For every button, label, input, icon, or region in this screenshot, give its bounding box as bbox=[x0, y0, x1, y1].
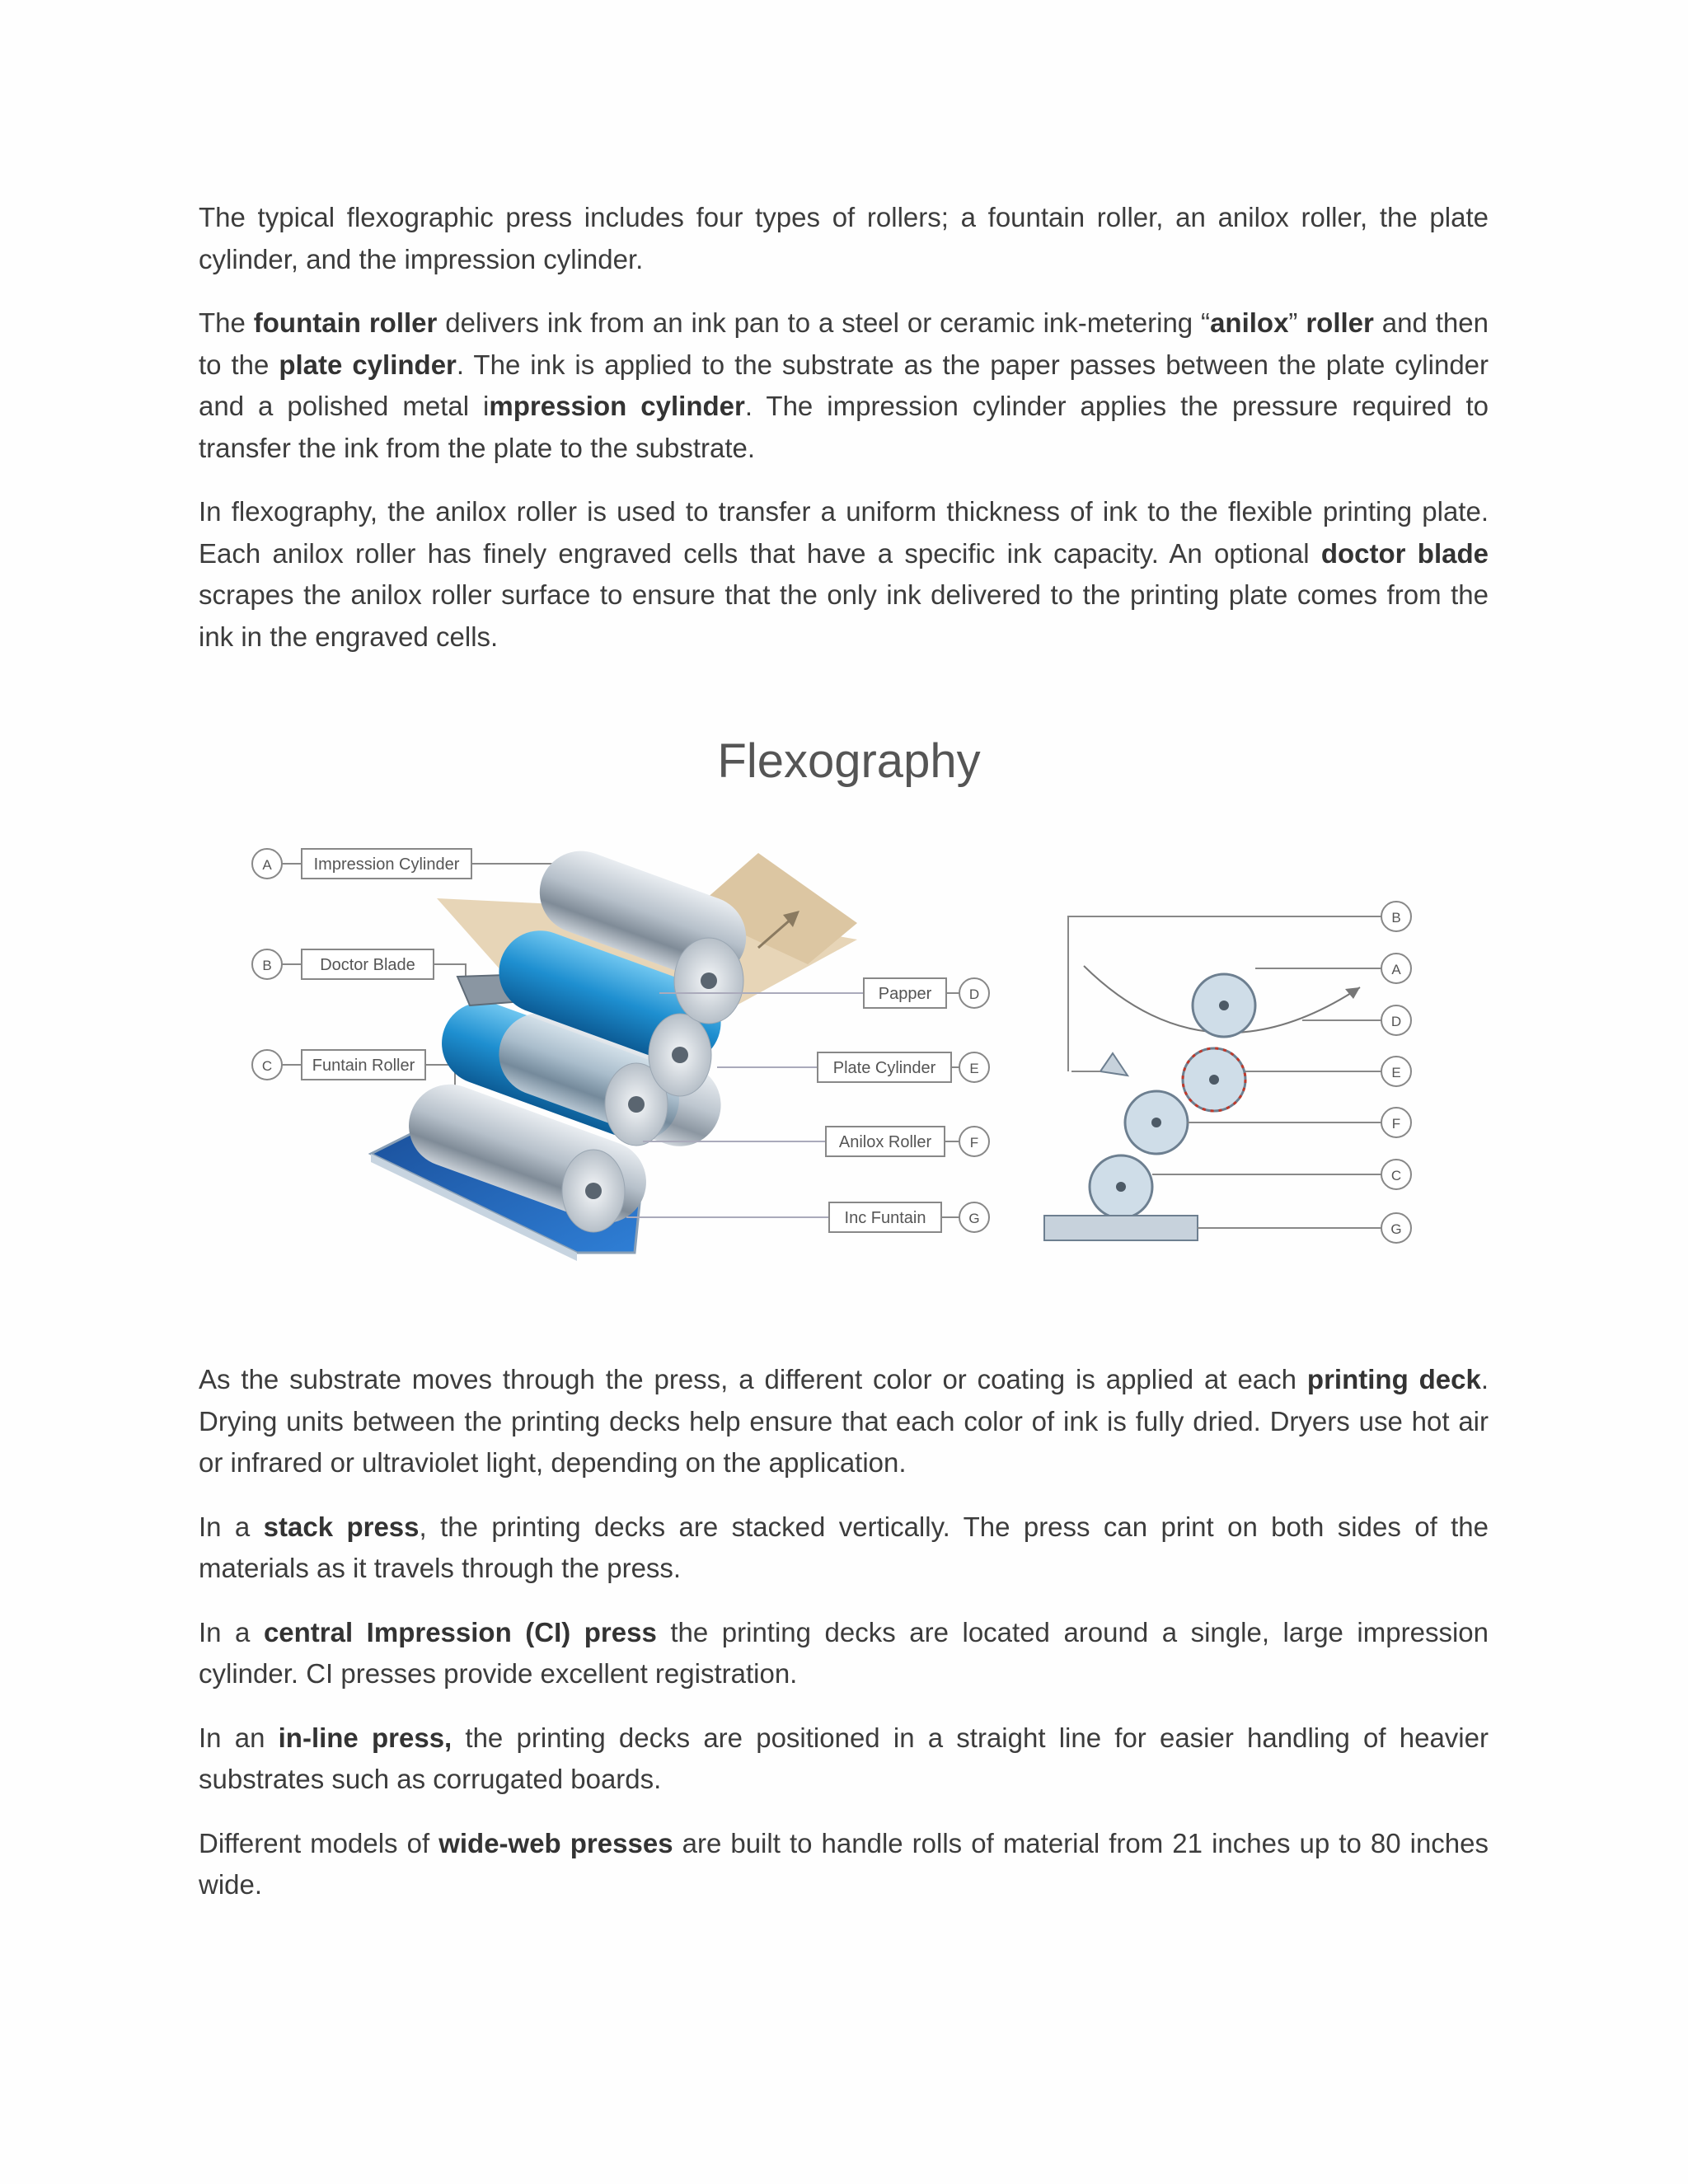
svg-text:Plate Cylinder: Plate Cylinder bbox=[832, 1059, 936, 1077]
svg-text:B: B bbox=[1391, 910, 1401, 926]
svg-text:C: C bbox=[1390, 1168, 1402, 1183]
label-plate-cylinder bbox=[717, 1052, 989, 1082]
label-fountain-roller bbox=[252, 1050, 455, 1096]
svg-text:F: F bbox=[1391, 1116, 1401, 1132]
svg-text:Funtain Roller: Funtain Roller bbox=[312, 1057, 415, 1075]
svg-text:A: A bbox=[262, 857, 272, 873]
svg-text:Impression Cylinder: Impression Cylinder bbox=[313, 855, 460, 874]
svg-text:G: G bbox=[968, 1211, 980, 1226]
term-plate-cylinder: plate cylinder bbox=[279, 349, 457, 380]
svg-text:A: A bbox=[1391, 962, 1401, 977]
term-roller: roller bbox=[1306, 307, 1374, 338]
svg-text:E: E bbox=[969, 1061, 979, 1076]
paragraph-stack-press: In a stack press, the printing decks are stacked vertically. The press can print on both sides of the materials as it travels through the press. bbox=[199, 1511, 1489, 1583]
intro-text bbox=[199, 197, 1489, 680]
svg-text:Doctor Blade: Doctor Blade bbox=[320, 956, 415, 974]
term-stack-press: stack press bbox=[263, 1511, 420, 1542]
press-schematic bbox=[1044, 902, 1411, 1243]
svg-text:G: G bbox=[1390, 1221, 1402, 1237]
term-ci-press: central Impression (CI) press bbox=[263, 1616, 657, 1647]
paragraph-printing-deck: As the substrate moves through the press, a different color or coating is applied at each printing deck. Drying units between the printing decks help ensure that each color of ink is fully dried. Dryers use hot air or infrared or ultraviolet light, depending on the application. bbox=[199, 1364, 1489, 1478]
term-inline-press: in-line press, bbox=[278, 1722, 452, 1753]
svg-text:B: B bbox=[262, 958, 272, 973]
term-anilox: anilox bbox=[1210, 307, 1289, 338]
outro-text bbox=[199, 1359, 1489, 1929]
term-wide-web-presses: wide-web presses bbox=[438, 1827, 673, 1858]
paragraph-fountain-roller: The fountain roller delivers ink from an ink pan to a steel or ceramic ink-metering “anilox” roller and then to the plate cylinder. The ink is applied to the substrate as the paper passes between the plate cylinder and a polished metal impression cylinder. The impression cylinder applies the pressure required to transfer the ink from the plate to the substrate. bbox=[199, 307, 1489, 463]
svg-text:D: D bbox=[968, 987, 980, 1002]
term-printing-deck: printing deck bbox=[1306, 1364, 1481, 1394]
paragraph-ci-press: In a central Impression (CI) press the printing decks are located around a single, large impression cylinder. CI presses provide excellent registration. bbox=[199, 1616, 1489, 1689]
press-illustration bbox=[371, 840, 857, 1261]
term-impression-cylinder: mpression cylinder bbox=[489, 391, 745, 421]
svg-text:F: F bbox=[969, 1135, 979, 1151]
svg-text:C: C bbox=[261, 1058, 273, 1074]
term-fountain-roller: fountain roller bbox=[253, 307, 438, 338]
paragraph-inline-press: In an in-line press, the printing decks are positioned in a straight line for easier handling of heavier substrates such as corrugated boards. bbox=[199, 1722, 1489, 1794]
svg-text:Papper: Papper bbox=[878, 985, 932, 1003]
paragraph-wide-web-presses: Different models of wide-web presses are built to handle rolls of material from 21 inches up to 80 inches wide. bbox=[199, 1827, 1489, 1900]
svg-text:Inc Funtain: Inc Funtain bbox=[844, 1209, 926, 1227]
figure-title: Flexography bbox=[717, 734, 981, 788]
label-doctor-blade bbox=[252, 949, 466, 989]
svg-text:E: E bbox=[1391, 1065, 1401, 1080]
label-ink-fountain bbox=[626, 1202, 989, 1232]
paragraph-anilox: In flexography, the anilox roller is used to transfer a uniform thickness of ink to the flexible printing plate. Each anilox roller has finely engraved cells that have a specific ink capacity. An optional doctor blade scrapes the anilox roller surface to ensure that the only ink delivered to the printing plate comes from the ink in the engraved cells. bbox=[199, 496, 1489, 652]
svg-text:D: D bbox=[1390, 1014, 1402, 1029]
svg-text:Anilox Roller: Anilox Roller bbox=[838, 1133, 932, 1151]
term-doctor-blade: doctor blade bbox=[1320, 537, 1489, 569]
paragraph-press-rollers: The typical flexographic press includes four types of rollers; a fountain roller, an anilox roller, the plate cylinder, and the impression cylinder. bbox=[199, 202, 1489, 274]
flexography-figure bbox=[231, 725, 1459, 1319]
